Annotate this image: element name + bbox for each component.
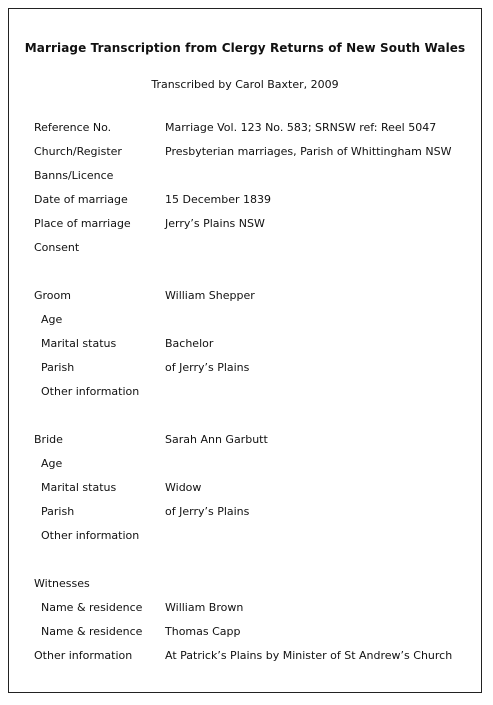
church-label: Church/Register [34, 145, 122, 158]
banns-label: Banns/Licence [34, 169, 114, 182]
consent-row [9, 239, 481, 257]
groom-label: Groom [34, 289, 71, 302]
witnesses-label: Witnesses [34, 577, 90, 590]
groom-marital-value: Bachelor [165, 337, 214, 350]
document-title: Marriage Transcription from Clergy Returns of New South Wales [24, 41, 466, 55]
church-row [9, 143, 481, 161]
date-value: 15 December 1839 [165, 193, 272, 206]
bride-age-label: Age [41, 457, 63, 470]
bride-other-label: Other information [41, 529, 140, 542]
reference-value: Marriage Vol. 123 No. 583; SRNSW ref: Reel 5047 [165, 121, 437, 134]
groom-parish-value: of Jerry’s Plains [165, 361, 250, 374]
witness-row [9, 623, 481, 641]
bride-age-row [9, 455, 481, 473]
place-row [9, 215, 481, 233]
church-value: Presbyterian marriages, Parish of Whittingham NSW [165, 145, 452, 158]
bride-parish-label: Parish [41, 505, 75, 518]
place-label: Place of marriage [34, 217, 131, 230]
witnesses-row [9, 575, 481, 593]
groom-age-label: Age [41, 313, 63, 326]
witnesses-other-row [9, 647, 481, 665]
groom-row [9, 287, 481, 305]
bride-marital-value: Widow [165, 481, 202, 494]
witness-value: William Brown [165, 601, 244, 614]
witness-value: Thomas Capp [165, 625, 241, 638]
place-value: Jerry’s Plains NSW [165, 217, 265, 230]
date-row [9, 191, 481, 209]
bride-name: Sarah Ann Garbutt [165, 433, 268, 446]
bride-parish-value: of Jerry’s Plains [165, 505, 250, 518]
bride-marital-label: Marital status [41, 481, 117, 494]
date-label: Date of marriage [34, 193, 128, 206]
witness-row [9, 599, 481, 617]
witnesses-other-label: Other information [34, 649, 133, 662]
document-page [8, 8, 482, 693]
bride-parish-row [9, 503, 481, 521]
groom-marital-row [9, 335, 481, 353]
groom-age-row [9, 311, 481, 329]
witness-label: Name & residence [41, 601, 143, 614]
groom-name: William Shepper [165, 289, 255, 302]
groom-marital-label: Marital status [41, 337, 117, 350]
consent-label: Consent [34, 241, 80, 254]
banns-row [9, 167, 481, 185]
bride-other-row [9, 527, 481, 545]
witness-label: Name & residence [41, 625, 143, 638]
document-subtitle: Transcribed by Carol Baxter, 2009 [151, 78, 339, 91]
reference-row [9, 119, 481, 137]
groom-other-row [9, 383, 481, 401]
groom-parish-row [9, 359, 481, 377]
bride-row [9, 431, 481, 449]
bride-label: Bride [34, 433, 63, 446]
groom-parish-label: Parish [41, 361, 75, 374]
bride-marital-row [9, 479, 481, 497]
groom-other-label: Other information [41, 385, 140, 398]
reference-label: Reference No. [34, 121, 112, 134]
witnesses-other-value: At Patrick’s Plains by Minister of St Andrew’s Church [165, 649, 453, 662]
